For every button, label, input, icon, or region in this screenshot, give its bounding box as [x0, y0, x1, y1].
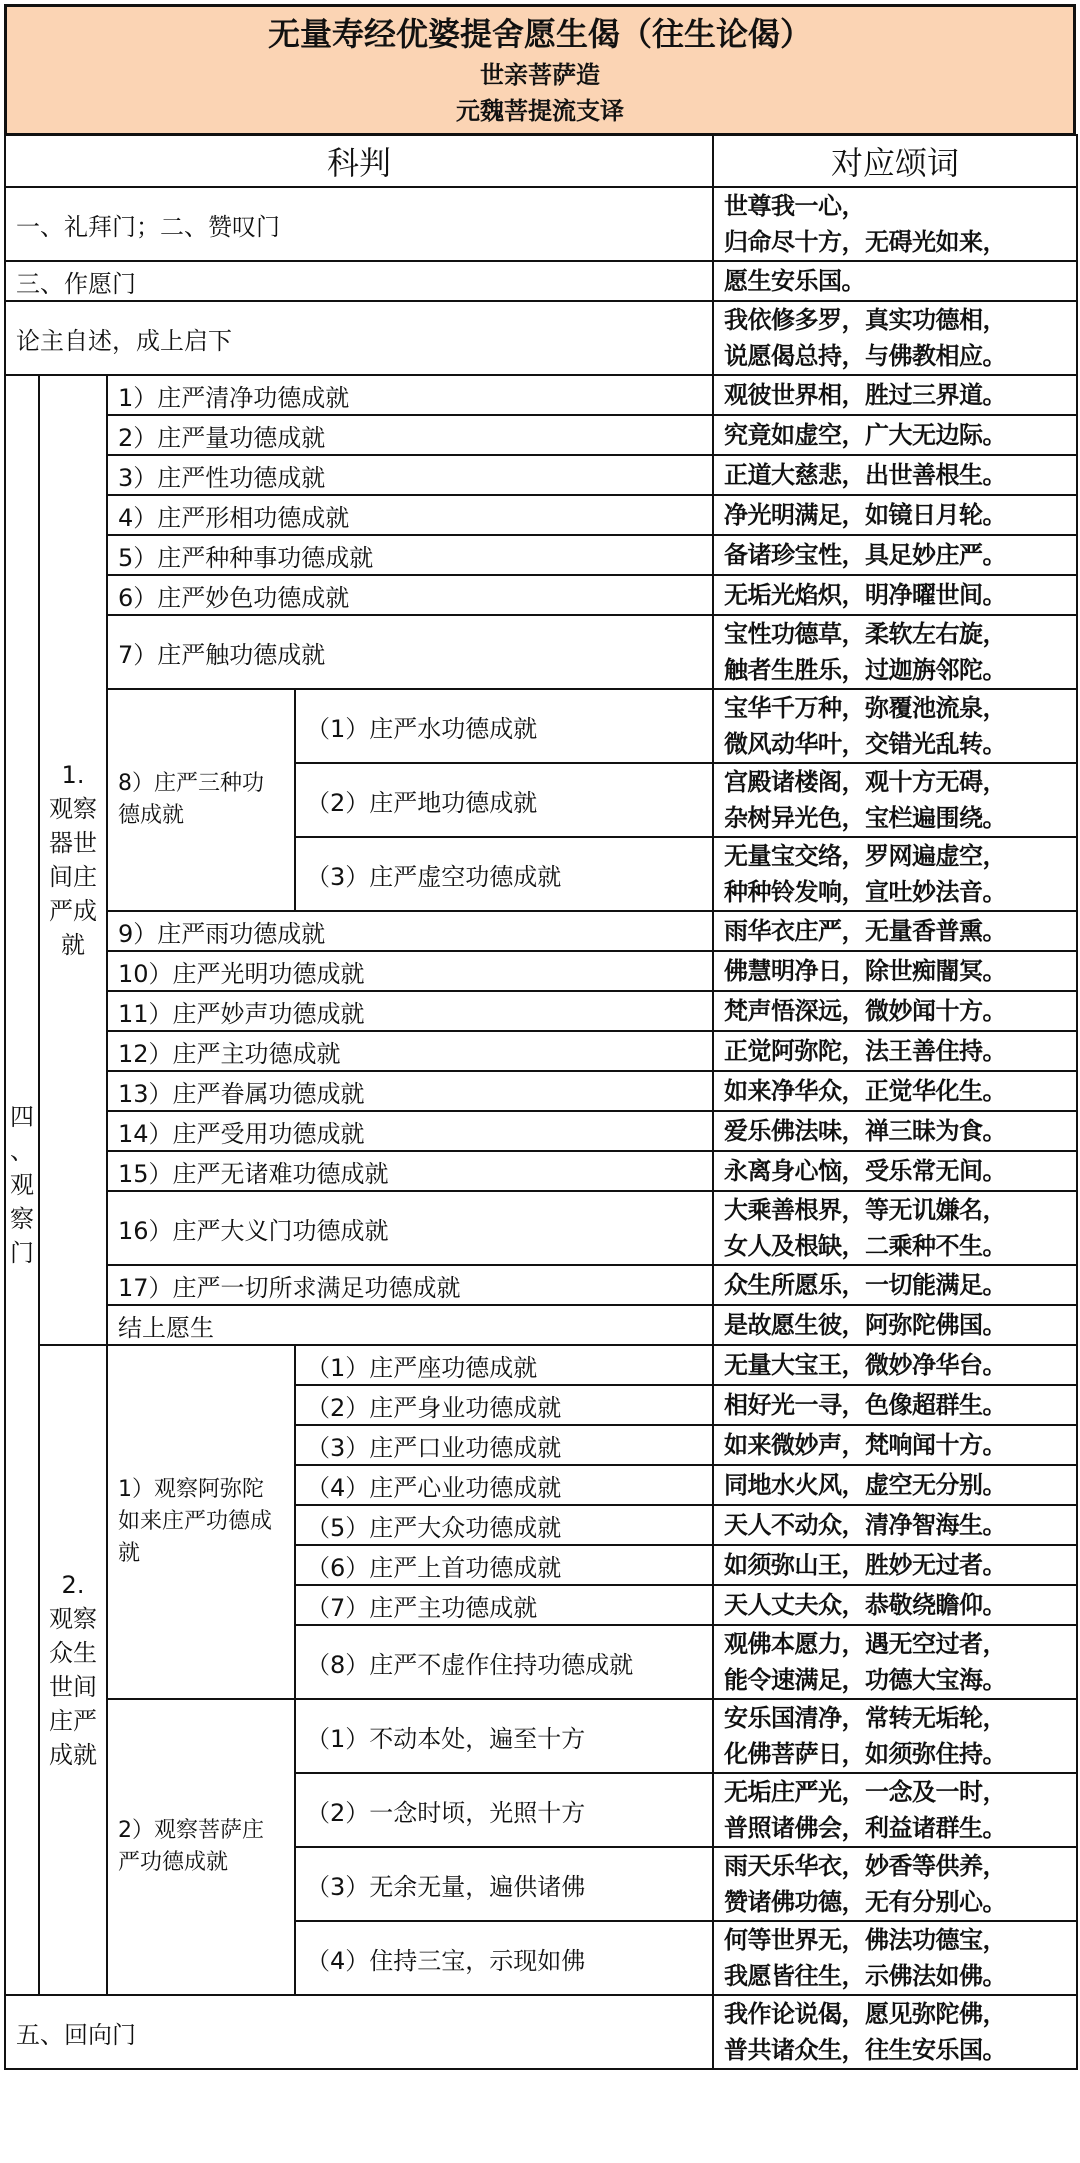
row-label: 5）庄严种种事功德成就: [107, 535, 713, 575]
table-row: [5, 1995, 1077, 2069]
row-verse: 同地水火风，虚空无分别。: [713, 1465, 1077, 1505]
subsection-label-beings: 2. 观察 众生 世间 庄严 成就: [39, 1345, 107, 1995]
row-label: （1）庄严水功德成就: [295, 689, 713, 763]
document-title: 无量寿经优婆提舍愿生偈（往生论偈）: [267, 15, 812, 53]
table-row: [5, 991, 1077, 1031]
row-verse: 无量宝交络，罗网遍虚空， 种种铃发响，宣吐妙法音。: [713, 837, 1077, 911]
outline-table: [4, 134, 1078, 2070]
row-verse: 观彼世界相，胜过三界道。: [713, 375, 1077, 415]
row-label: 结上愿生: [107, 1305, 713, 1345]
table-row: [5, 301, 1077, 375]
row-verse: 佛慧明净日，除世痴闇冥。: [713, 951, 1077, 991]
row-label: （4）住持三宝，示现如佛: [295, 1921, 713, 1995]
row-label: （1）庄严座功德成就: [295, 1345, 713, 1385]
row-verse: 我作论说偈，愿见弥陀佛， 普共诸众生，往生安乐国。: [713, 1995, 1077, 2069]
row-label: 论主自述，成上启下: [5, 301, 713, 375]
column-header-row: [5, 135, 1077, 187]
row-label: 1）庄严清净功德成就: [107, 375, 713, 415]
table-row: [5, 495, 1077, 535]
table-row: [5, 187, 1077, 261]
table-row: [5, 1111, 1077, 1151]
row-verse: 如来微妙声，梵响闻十方。: [713, 1425, 1077, 1465]
row-verse: 安乐国清净，常转无垢轮， 化佛菩萨日，如须弥住持。: [713, 1699, 1077, 1773]
document-header: [4, 4, 1076, 136]
row-verse: 大乘善根界，等无讥嫌名， 女人及根缺，二乘种不生。: [713, 1191, 1077, 1265]
row-verse: 宝性功德草，柔软左右旋， 触者生胜乐，过迦旃邻陀。: [713, 615, 1077, 689]
row-verse: 观佛本愿力，遇无空过者， 能令速满足，功德大宝海。: [713, 1625, 1077, 1699]
row-label: （3）庄严虚空功德成就: [295, 837, 713, 911]
row-label: 一、礼拜门；二、赞叹门: [5, 187, 713, 261]
row-label: 17）庄严一切所求满足功德成就: [107, 1265, 713, 1305]
row-label: （2）庄严地功德成就: [295, 763, 713, 837]
row-label: 五、回向门: [5, 1995, 713, 2069]
table-row: [5, 1151, 1077, 1191]
row-verse: 我依修多罗，真实功德相， 说愿偈总持，与佛教相应。: [713, 301, 1077, 375]
row-label: （3）无余无量，遍供诸佛: [295, 1847, 713, 1921]
row-label: 2）庄严量功德成就: [107, 415, 713, 455]
row-label: 15）庄严无诸难功德成就: [107, 1151, 713, 1191]
row-verse: 宝华千万种，弥覆池流泉， 微风动华叶，交错光乱转。: [713, 689, 1077, 763]
table-row: [5, 911, 1077, 951]
document-translator: 元魏菩提流支译: [456, 97, 624, 125]
row-label: （6）庄严上首功德成就: [295, 1545, 713, 1585]
table-row: [5, 575, 1077, 615]
row-label: 6）庄严妙色功德成就: [107, 575, 713, 615]
group-label-amitabha: 1）观察阿弥陀如来庄严功德成就: [107, 1345, 295, 1699]
row-label: 12）庄严主功德成就: [107, 1031, 713, 1071]
row-verse: 相好光一寻，色像超群生。: [713, 1385, 1077, 1425]
row-label: （3）庄严口业功德成就: [295, 1425, 713, 1465]
row-verse: 众生所愿乐，一切能满足。: [713, 1265, 1077, 1305]
row-label: 10）庄严光明功德成就: [107, 951, 713, 991]
row-verse: 雨天乐华衣，妙香等供养， 赞诸佛功德，无有分别心。: [713, 1847, 1077, 1921]
row-label: （2）庄严身业功德成就: [295, 1385, 713, 1425]
row-verse: 天人不动众，清净智海生。: [713, 1505, 1077, 1545]
table-row: [5, 535, 1077, 575]
table-row: [5, 1071, 1077, 1111]
row-label: 9）庄严雨功德成就: [107, 911, 713, 951]
row-verse: 是故愿生彼，阿弥陀佛国。: [713, 1305, 1077, 1345]
table-row: [5, 951, 1077, 991]
row-verse: 永离身心恼，受乐常无间。: [713, 1151, 1077, 1191]
row-verse: 何等世界无，佛法功德宝， 我愿皆往生，示佛法如佛。: [713, 1921, 1077, 1995]
row-label: （7）庄严主功德成就: [295, 1585, 713, 1625]
table-row: [5, 1345, 1077, 1385]
row-verse: 究竟如虚空，广大无边际。: [713, 415, 1077, 455]
subsection-label-world: 1. 观察 器世 间庄 严成 就: [39, 375, 107, 1345]
row-verse: 天人丈夫众，恭敬绕瞻仰。: [713, 1585, 1077, 1625]
column-header-verses: 对应颂词: [713, 135, 1077, 187]
column-header-outline: 科判: [5, 135, 713, 187]
table-row: [5, 375, 1077, 415]
row-verse: 宫殿诸楼阁，观十方无碍， 杂树异光色，宝栏遍围绕。: [713, 763, 1077, 837]
table-row: [5, 1191, 1077, 1265]
row-label: 11）庄严妙声功德成就: [107, 991, 713, 1031]
row-label: （8）庄严不虚作住持功德成就: [295, 1625, 713, 1699]
row-label: 14）庄严受用功德成就: [107, 1111, 713, 1151]
row-verse: 备诸珍宝性，具足妙庄严。: [713, 535, 1077, 575]
table-row: [5, 1699, 1077, 1773]
row-label: 16）庄严大义门功德成就: [107, 1191, 713, 1265]
table-row: [5, 455, 1077, 495]
table-row: [5, 615, 1077, 689]
table-row: [5, 1031, 1077, 1071]
group-label-three-adornments: 8）庄严三种功德成就: [107, 689, 295, 911]
row-verse: 如来净华众，正觉华化生。: [713, 1071, 1077, 1111]
row-label: （5）庄严大众功德成就: [295, 1505, 713, 1545]
row-verse: 梵声悟深远，微妙闻十方。: [713, 991, 1077, 1031]
row-verse: 如须弥山王，胜妙无过者。: [713, 1545, 1077, 1585]
group-label-bodhisattva: 2）观察菩萨庄严功德成就: [107, 1699, 295, 1995]
row-verse: 爱乐佛法味，禅三昧为食。: [713, 1111, 1077, 1151]
row-label: 3）庄严性功德成就: [107, 455, 713, 495]
row-verse: 正道大慈悲，出世善根生。: [713, 455, 1077, 495]
row-label: 4）庄严形相功德成就: [107, 495, 713, 535]
table-row: [5, 1305, 1077, 1345]
row-label: 7）庄严触功德成就: [107, 615, 713, 689]
table-row: [5, 1265, 1077, 1305]
row-label: （2）一念时顷，光照十方: [295, 1773, 713, 1847]
row-verse: 雨华衣庄严，无量香普熏。: [713, 911, 1077, 951]
document-author: 世亲菩萨造: [480, 61, 600, 89]
row-label: （1）不动本处，遍至十方: [295, 1699, 713, 1773]
row-verse: 无垢庄严光，一念及一时， 普照诸佛会，利益诸群生。: [713, 1773, 1077, 1847]
table-row: [5, 689, 1077, 763]
row-label: 13）庄严眷属功德成就: [107, 1071, 713, 1111]
row-verse: 净光明满足，如镜日月轮。: [713, 495, 1077, 535]
table-row: [5, 261, 1077, 301]
section-label-observation: 四 、 观 察 门: [5, 375, 39, 1995]
table-row: [5, 415, 1077, 455]
row-verse: 正觉阿弥陀，法王善住持。: [713, 1031, 1077, 1071]
row-label: （4）庄严心业功德成就: [295, 1465, 713, 1505]
row-verse: 世尊我一心， 归命尽十方，无碍光如来，: [713, 187, 1077, 261]
row-verse: 无量大宝王，微妙净华台。: [713, 1345, 1077, 1385]
row-verse: 无垢光焰炽，明净曜世间。: [713, 575, 1077, 615]
row-label: 三、作愿门: [5, 261, 713, 301]
row-verse: 愿生安乐国。: [713, 261, 1077, 301]
